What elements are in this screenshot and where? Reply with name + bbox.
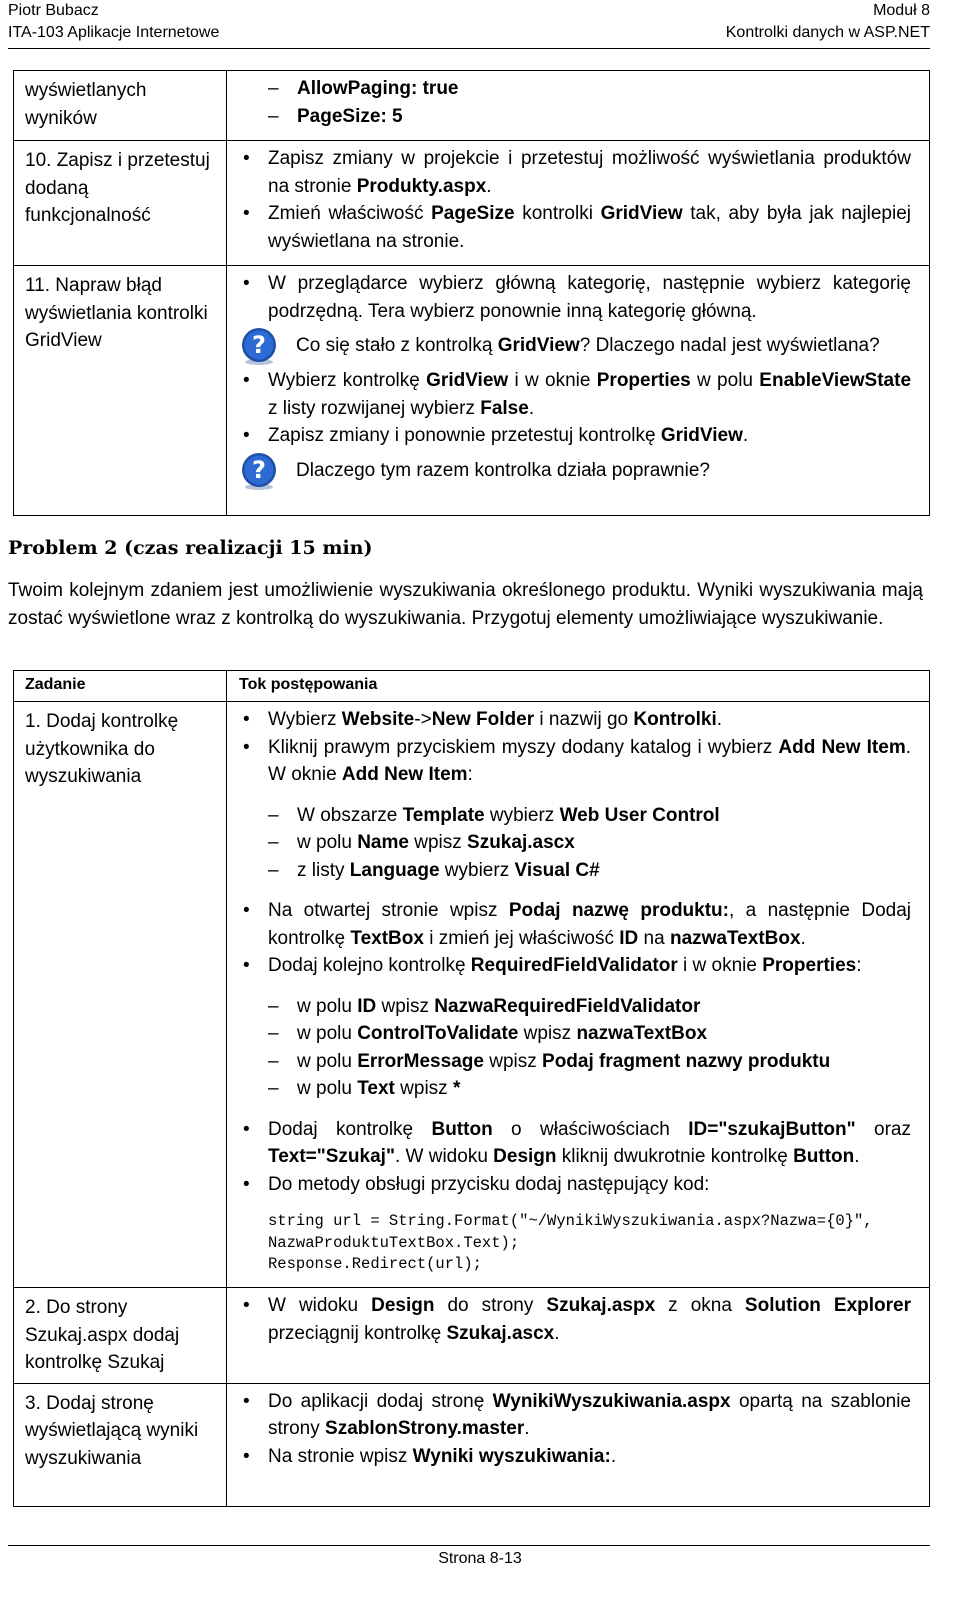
task-cell: 2. Do strony Szukaj.aspx dodaj kontrolkę Szukaj (14, 1288, 227, 1384)
code-line: Response.Redirect(url); (268, 1255, 482, 1273)
list-item: – w polu Text wpisz * (239, 1075, 911, 1103)
table-row (14, 1383, 930, 1506)
header-left (8, 0, 219, 44)
list-item: • Kliknij prawym przyciskiem myszy dodany katalog i wybierz Add New Item. W oknie Add New Item: (239, 734, 911, 789)
list-item: • Zapisz zmiany i ponownie przetestuj kontrolkę GridView. (239, 422, 911, 450)
bullet-list (239, 270, 911, 325)
bullet-list (239, 1292, 911, 1347)
table-header-row (14, 671, 930, 702)
module-title: Kontrolki danych w ASP.NET (725, 24, 930, 41)
list-item: • Dodaj kolejno kontrolkę RequiredFieldValidator i w oknie Properties: (239, 952, 911, 980)
list-item: – z listy Language wybierz Visual C# (239, 857, 911, 885)
table-row (14, 141, 930, 266)
list-item: • Do metody obsługi przycisku dodaj następujący kod: (239, 1171, 911, 1199)
list-item: – w polu Name wpisz Szukaj.ascx (239, 829, 911, 857)
list-item: – W obszarze Template wybierz Web User Control (239, 802, 911, 830)
bullet-list (239, 1388, 911, 1471)
steps-cell (227, 266, 930, 516)
steps-cell (227, 1288, 930, 1384)
list-item: • Zapisz zmiany w projekcie i przetestuj możliwość wyświetlania produktów na stronie Produkty.aspx. (239, 145, 911, 200)
code-line: NazwaProduktuTextBox.Text); (268, 1233, 520, 1252)
list-item: – w polu ID wpisz NazwaRequiredFieldValidator (239, 993, 911, 1021)
spacer (239, 1103, 911, 1116)
bullet-list (239, 145, 911, 255)
footer-divider (8, 1545, 930, 1546)
task-table-continued (13, 70, 930, 516)
steps-cell (227, 71, 930, 141)
list-item: – PageSize: 5 (239, 103, 911, 131)
svg-text:?: ? (252, 331, 266, 359)
module: Moduł 8 (873, 2, 930, 19)
table-row (14, 71, 930, 141)
page-number: Strona 8-13 (438, 1550, 522, 1567)
spacer (239, 789, 911, 802)
svg-text:?: ? (252, 455, 266, 484)
column-header-steps: Tok postępowania (227, 671, 930, 702)
spacer (239, 1198, 911, 1211)
spacer (239, 884, 911, 897)
list-item: • W widoku Design do strony Szukaj.aspx z okna Solution Explorer przeciągnij kontrolkę Szukaj.ascx. (239, 1292, 911, 1347)
dash-list (239, 802, 911, 885)
header-right (726, 0, 930, 44)
problem-title: Problem 2 (czas realizacji 15 min) (8, 537, 373, 559)
header-divider (8, 48, 930, 49)
question-note: ? Dlaczego tym razem kontrolka działa poprawnie? (239, 450, 911, 492)
list-item: • Dodaj kontrolkę Button o właściwościach ID="szukajButton" oraz Text="Szukaj". W widoku Design kliknij dwukrotnie kontrolkę Button. (239, 1116, 911, 1171)
list-item: – w polu ControlToValidate wpisz nazwaTextBox (239, 1020, 911, 1048)
list-item: – w polu ErrorMessage wpisz Podaj fragment nazwy produktu (239, 1048, 911, 1076)
course: ITA-103 Aplikacje Internetowe (8, 24, 220, 41)
bullet-list (239, 706, 911, 789)
list-item: • Na otwartej stronie wpisz Podaj nazwę produktu:, a następnie Dodaj kontrolkę TextBox i zmień jej właściwość ID na nazwaTextBox. (239, 897, 911, 952)
list-item: • Zmień właściwość PageSize kontrolki GridView tak, aby była jak najlepiej wyświetlana na stronie. (239, 200, 911, 255)
task-cell: 10. Zapisz i przetestuj dodaną funkcjonalność (14, 141, 227, 266)
bullet-list (239, 367, 911, 450)
question-mark-icon (239, 326, 279, 366)
list-item: • Na stronie wpisz Wyniki wyszukiwania:. (239, 1443, 911, 1471)
task-cell: wyświetlanych wyników (14, 71, 227, 141)
problem-description: Twoim kolejnym zdaniem jest umożliwienie wyszukiwania określonego produktu. Wyniki wyszukiwania mają zostać wyświetlone wraz z kontrolką do wyszukiwania. Przygotuj elementy umożliwiające wyszukiwanie. (8, 580, 923, 629)
code-line: string url = String.Format("~/WynikiWyszukiwania.aspx?Nazwa={0}", (268, 1212, 873, 1230)
list-item: • Wybierz kontrolkę GridView i w oknie Properties w polu EnableViewState z listy rozwijanej wybierz False. (239, 367, 911, 422)
steps-cell (227, 141, 930, 266)
dash-list (239, 75, 911, 130)
bullet-list (239, 897, 911, 980)
spacer (239, 980, 911, 993)
table-row (14, 702, 930, 1288)
bullet-list (239, 1116, 911, 1199)
author: Piotr Bubacz (8, 2, 99, 19)
task-table (13, 670, 930, 1507)
task-cell: 3. Dodaj stronę wyświetlającą wyniki wyszukiwania (14, 1383, 227, 1506)
question-note: ? Co się stało z kontrolką GridView? Dlaczego nadal jest wyświetlana? (239, 325, 911, 367)
column-header-task: Zadanie (14, 671, 227, 702)
table-row (14, 266, 930, 516)
list-item: • Wybierz Website->New Folder i nazwij go Kontrolki. (239, 706, 911, 734)
task-cell: 11. Napraw błąd wyświetlania kontrolki GridView (14, 266, 227, 516)
table-row (14, 1288, 930, 1384)
task-cell: 1. Dodaj kontrolkę użytkownika do wyszukiwania (14, 702, 227, 1288)
list-item: – AllowPaging: true (239, 75, 911, 103)
code-block (239, 1211, 911, 1276)
list-item: • W przeglądarce wybierz główną kategorię, następnie wybierz kategorię podrzędną. Tera wybierz ponownie inną kategorię główną. (239, 270, 911, 325)
list-item: • Do aplikacji dodaj stronę WynikiWyszukiwania.aspx opartą na szablonie strony SzablonStrony.master. (239, 1388, 911, 1443)
question-mark-icon (239, 451, 279, 491)
steps-cell (227, 702, 930, 1288)
dash-list (239, 993, 911, 1103)
steps-cell (227, 1383, 930, 1506)
